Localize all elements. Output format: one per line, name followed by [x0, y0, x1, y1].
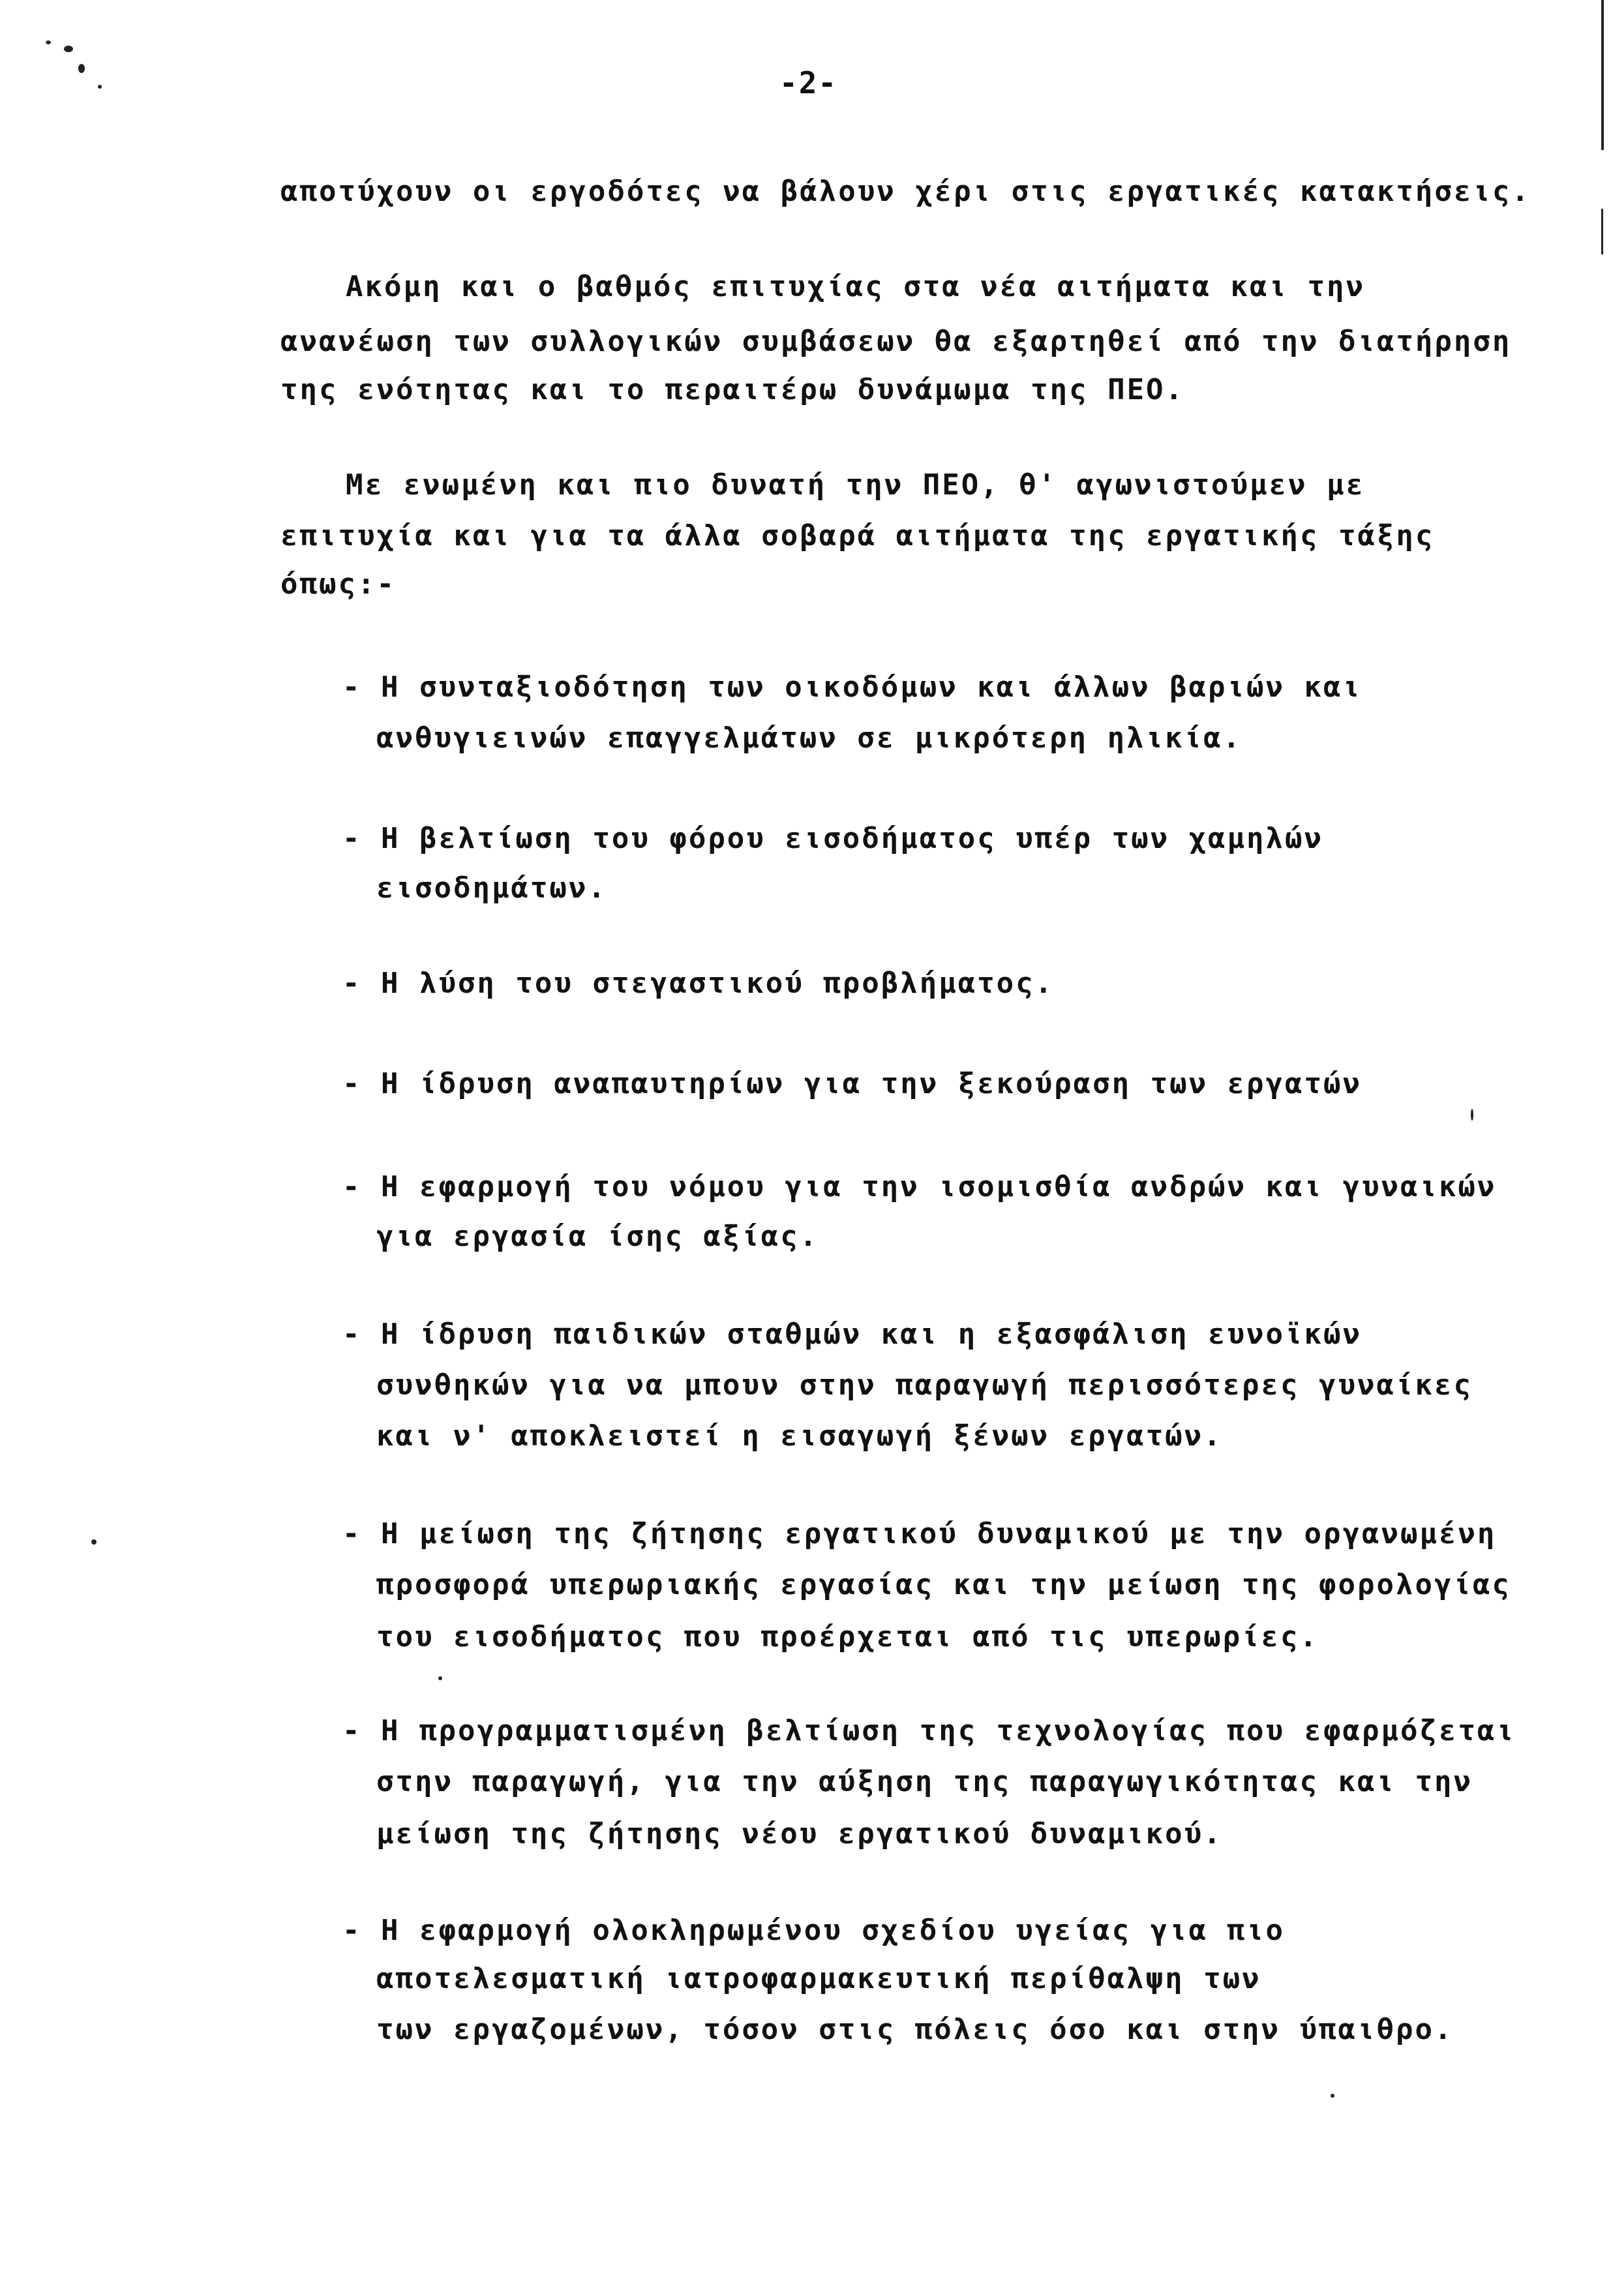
paragraph-line: όπως:-: [280, 567, 396, 601]
bullet-line: συνθηκών για να μπουν στην παραγωγή περισσότερες γυναίκες: [376, 1368, 1473, 1402]
paragraph-line: Ακόμη και ο βαθμός επιτυχίας στα νέα αιτήματα και την: [346, 270, 1365, 303]
bullet-line: - Η εφαρμογή του νόμου για την ισομισθία ανδρών και γυναικών: [342, 1170, 1497, 1203]
paragraph-line: της ενότητας και το περαιτέρω δυνάμωμα της ΠΕΟ.: [280, 373, 1185, 406]
paragraph-line: επιτυχία και για τα άλλα σοβαρά αιτήματα της εργατικής τάξης: [280, 519, 1435, 552]
bullet-line: ανθυγιεινών επαγγελμάτων σε μικρότερη ηλικία.: [376, 721, 1242, 755]
bullet-line: - Η συνταξιοδότηση των οικοδόμων και άλλων βαριών και: [342, 671, 1362, 704]
scan-speck: [1331, 2094, 1334, 2098]
page-number: -2-: [779, 65, 838, 100]
bullet-line: του εισοδήματος που προέρχεται από τις υπερωρίες.: [376, 1620, 1319, 1654]
paragraph-line: Με ενωμένη και πιο δυνατή την ΠΕΟ, θ' αγωνιστούμεν με: [346, 468, 1365, 502]
bullet-line: εισοδημάτων.: [376, 871, 607, 905]
bullet-line: και ν' αποκλειστεί η εισαγωγή ξένων εργατών.: [376, 1419, 1223, 1453]
bullet-line: - Η προγραμματισμένη βελτίωση της τεχνολογίας που εφαρμόζεται: [342, 1714, 1516, 1747]
paragraph-line: ανανέωση των συλλογικών συμβάσεων θα εξαρτηθεί από την διατήρηση: [280, 325, 1512, 358]
bullet-line: - Η ίδρυση αναπαυτηρίων για την ξεκούραση των εργατών: [342, 1067, 1362, 1100]
bullet-line: των εργαζομένων, τόσον στις πόλεις όσο και στην ύπαιθρο.: [376, 2013, 1454, 2046]
bullet-line: για εργασία ίσης αξίας.: [376, 1220, 819, 1253]
bullet-line: στην παραγωγή, για την αύξηση της παραγωγικότητας και την: [376, 1765, 1473, 1798]
bullet-line: - Η βελτίωση του φόρου εισοδήματος υπέρ των χαμηλών: [342, 822, 1324, 855]
bullet-line: - Η λύση του στεγαστικού προβλήματος.: [342, 967, 1055, 1000]
bullet-line: - Η ίδρυση παιδικών σταθμών και η εξασφάλιση ευνοϊκών: [342, 1318, 1362, 1351]
bullet-line: - Η μείωση της ζήτησης εργατικού δυναμικού με την οργανωμένη: [342, 1517, 1497, 1550]
bullet-line: προσφορά υπερωριακής εργασίας και την μείωση της φορολογίας: [376, 1568, 1511, 1601]
bullet-line: αποτελεσματική ιατροφαρμακευτική περίθαλψη των: [376, 1962, 1261, 1995]
paragraph-line: αποτύχουν οι εργοδότες να βάλουν χέρι στις εργατικές κατακτήσεις.: [280, 175, 1531, 208]
bullet-line: μείωση της ζήτησης νέου εργατικού δυναμικού.: [376, 1817, 1223, 1850]
bullet-line: - Η εφαρμογή ολοκληρωμένου σχεδίου υγείας για πιο: [342, 1914, 1286, 1947]
